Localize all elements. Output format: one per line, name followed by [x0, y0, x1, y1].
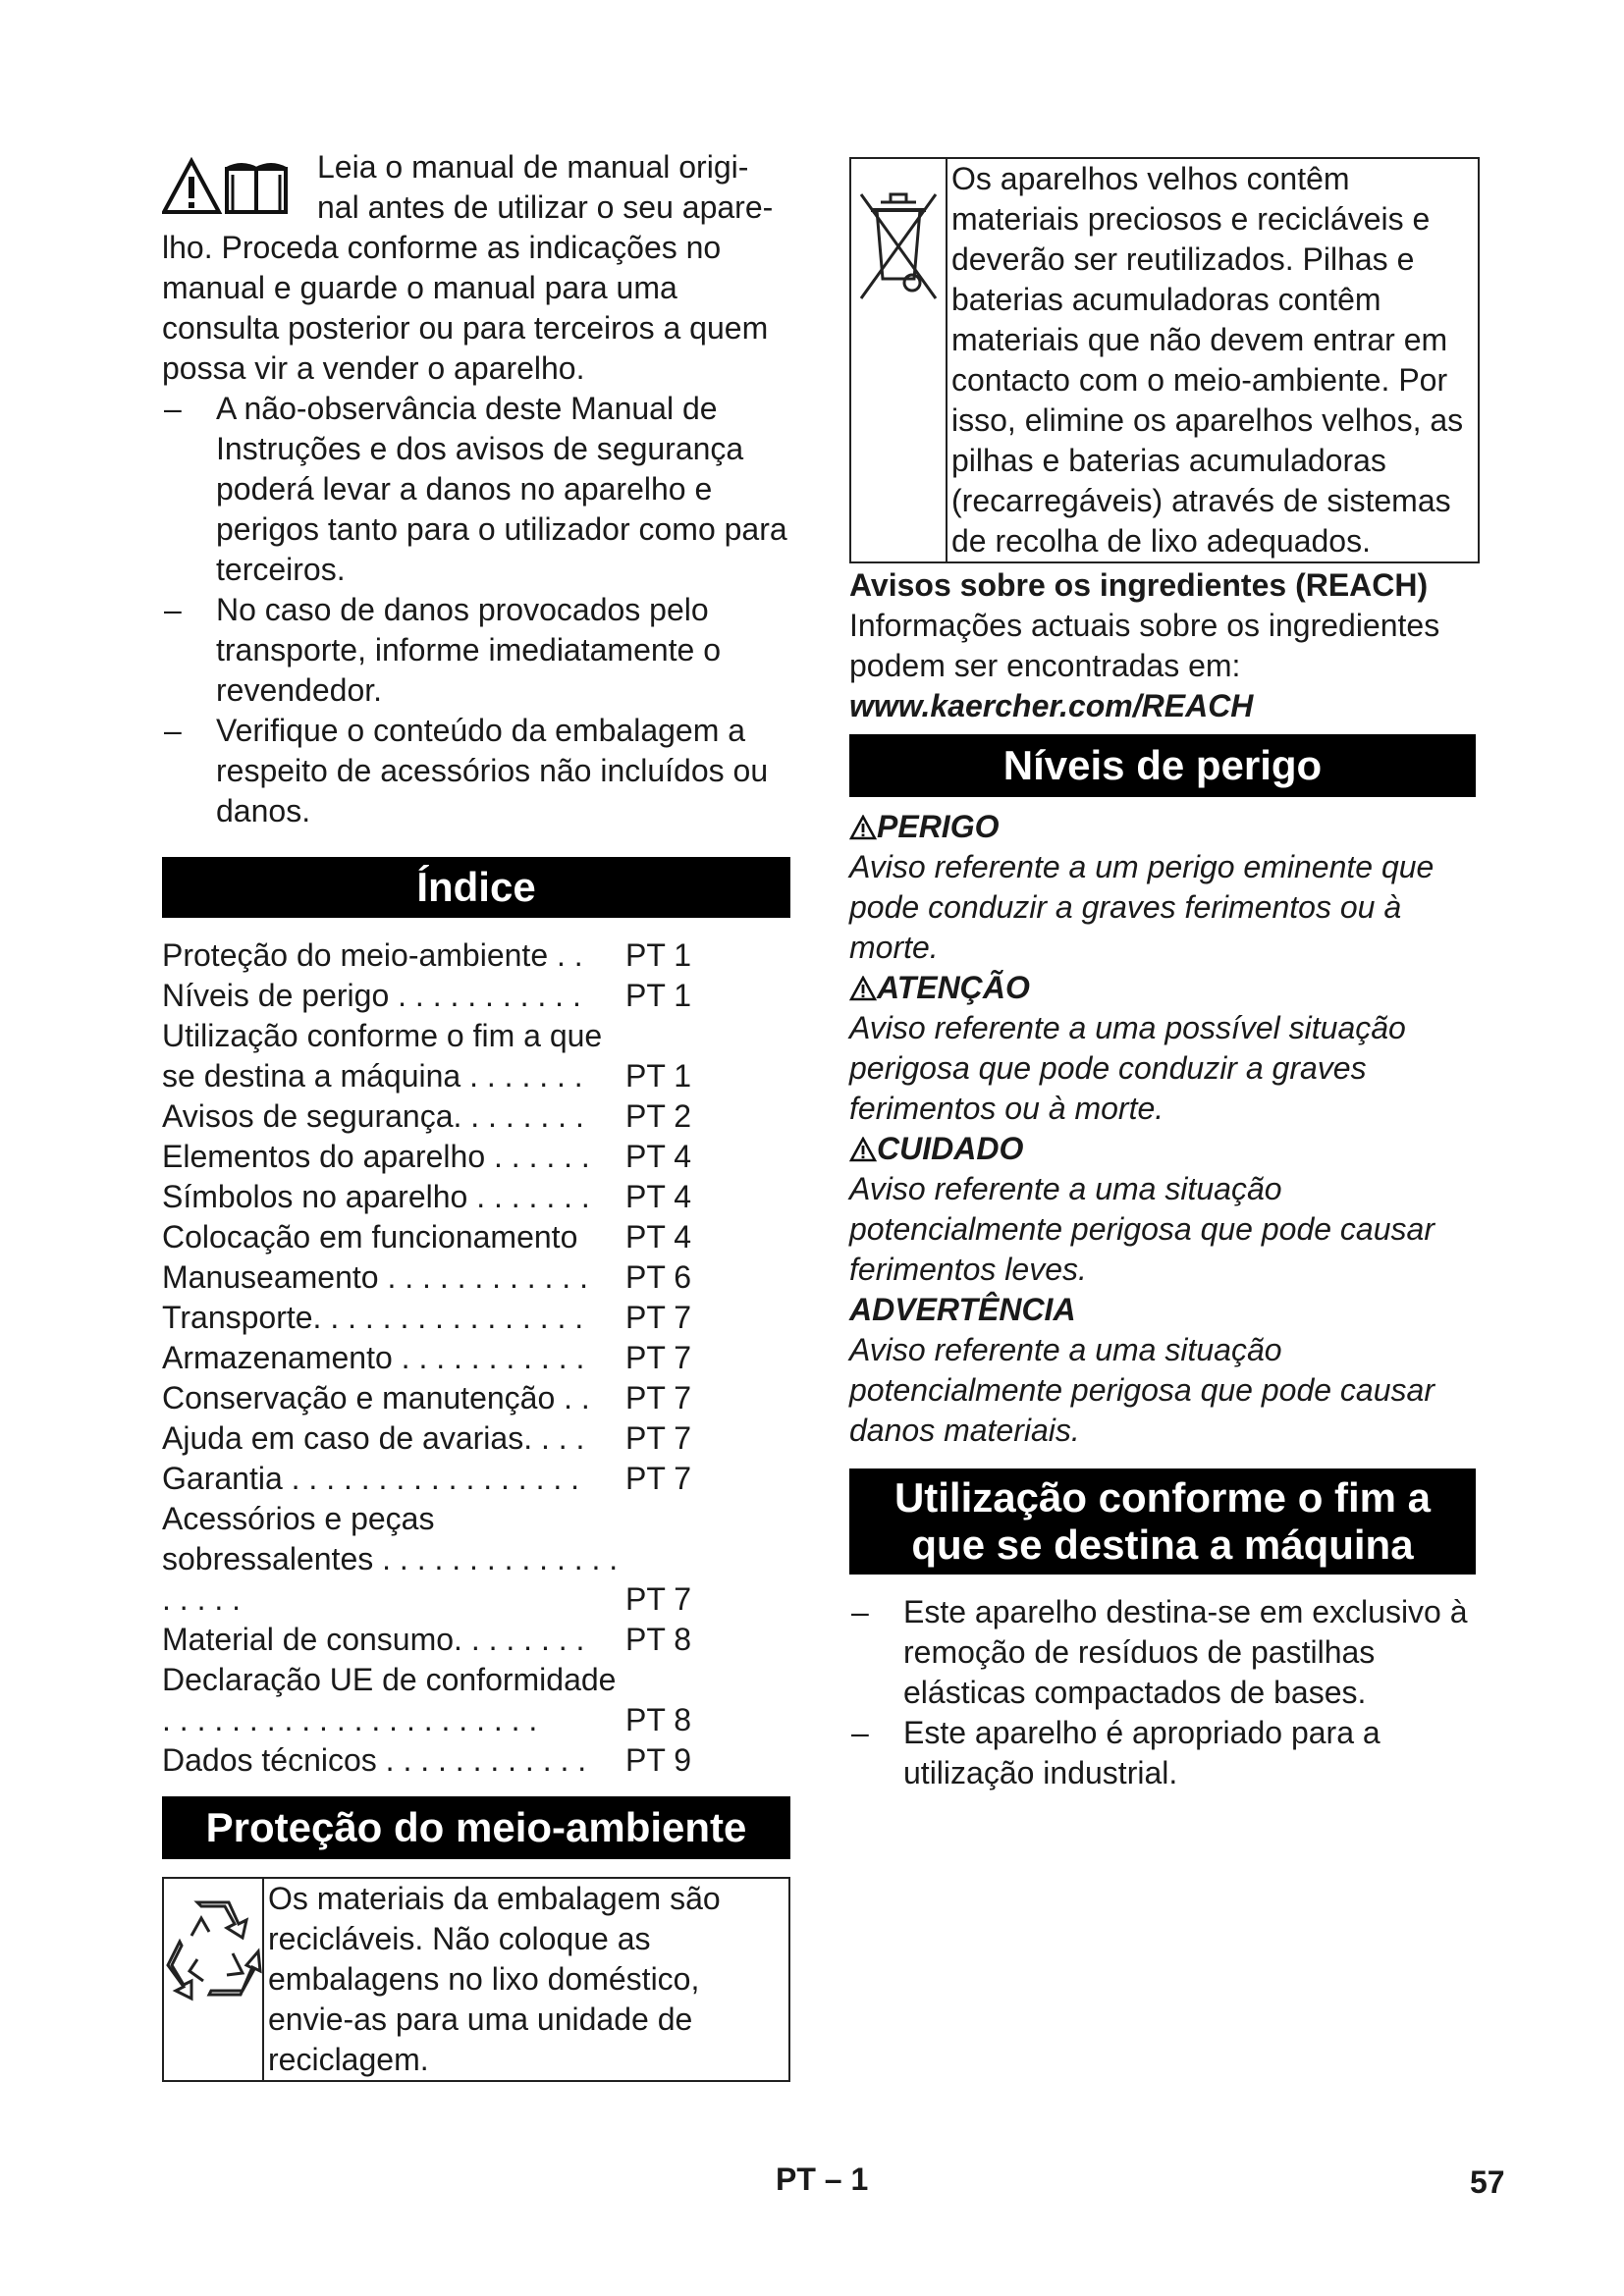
danger-levels-list — [849, 807, 1480, 1451]
toc-entry-page: PT 4 — [625, 1139, 691, 1174]
toc-entry-title: Elementos do aparelho . . . . . . — [162, 1139, 590, 1174]
toc-entry-page: PT 8 — [625, 1702, 691, 1737]
reach-url[interactable]: www.kaercher.com/REACH — [849, 688, 1254, 723]
old-devices-box — [849, 157, 1480, 563]
danger-level-label: ATENÇÃO — [877, 970, 1030, 1005]
intended-use-bullet: – Este aparelho é apropriado para a utilização industrial. — [851, 1715, 1380, 1790]
toc-entry[interactable] — [162, 1257, 702, 1298]
toc-entry[interactable] — [162, 1660, 702, 1740]
packaging-box — [162, 1877, 790, 2082]
toc-entry[interactable] — [162, 1096, 702, 1137]
intended-use-bullet: – Este aparelho destina-se em exclusivo à remoção de resíduos de pastilhas elásticas compactados de bases. — [851, 1594, 1468, 1710]
toc-entry[interactable] — [162, 1177, 702, 1217]
toc-entry-page: PT 9 — [625, 1742, 691, 1778]
toc-entry-page: PT 6 — [625, 1259, 691, 1295]
footer-dash-page: – 1 — [824, 2162, 869, 2197]
danger-level-label: CUIDADO — [877, 1131, 1024, 1166]
toc-entry-title: Armazenamento . . . . . . . . . . . — [162, 1340, 585, 1375]
toc-entry[interactable] — [162, 1338, 702, 1378]
toc-entry-title: Dados técnicos . . . . . . . . . . . . — [162, 1742, 587, 1778]
danger-level-description: Aviso referente a uma possível situação perigosa que pode conduzir a graves ferimentos ou à morte. — [849, 1010, 1406, 1126]
toc-entry-title: Proteção do meio-ambiente . . — [162, 937, 583, 973]
toc-entry-title: Declaração UE de conformidade . . . . . . . . . . . . . . . . . . . . . . — [162, 1662, 617, 1737]
intro-line1: Leia o manual de manual origi- — [317, 149, 749, 185]
toc-entry-page: PT 1 — [625, 937, 691, 973]
toc-entry-title: Níveis de perigo . . . . . . . . . . . — [162, 978, 581, 1013]
toc-entry[interactable] — [162, 1137, 702, 1177]
toc-entry-page: PT 7 — [625, 1420, 691, 1456]
right-column — [849, 157, 1480, 1793]
danger-level-description: Aviso referente a uma situação potencialmente perigosa que pode causar ferimentos leves. — [849, 1171, 1435, 1287]
toc-entry-title: Avisos de segurança. . . . . . . . — [162, 1098, 584, 1134]
toc-entry-title: Ajuda em caso de avarias. . . . — [162, 1420, 585, 1456]
warning-triangle-icon — [849, 1137, 877, 1162]
recycle-cell — [164, 1879, 264, 2080]
reach-heading: Avisos sobre os ingredientes (REACH) — [849, 567, 1429, 603]
toc-entry[interactable] — [162, 1740, 702, 1781]
weee-cell — [851, 159, 947, 561]
intended-use-list — [849, 1592, 1480, 1793]
toc-entry-page: PT 8 — [625, 1622, 691, 1657]
danger-level-title — [849, 1129, 1480, 1169]
toc-entry[interactable] — [162, 1620, 702, 1660]
toc-entry-title: Conservação e manutenção . . — [162, 1380, 590, 1415]
footer-section-label — [776, 2162, 868, 2198]
intro-icons — [162, 157, 309, 218]
toc-entry-page: PT 1 — [625, 1058, 691, 1094]
intro-section — [162, 147, 792, 831]
footer-section: PT — [776, 2162, 816, 2197]
table-of-contents — [162, 935, 792, 1781]
footer-page-number: 57 — [1470, 2164, 1505, 2200]
crossed-bin-icon — [851, 188, 946, 316]
danger-level-label: PERIGO — [877, 809, 1000, 844]
danger-level-label: ADVERTÊNCIA — [849, 1292, 1076, 1327]
environment-heading: Proteção do meio-ambiente — [162, 1796, 790, 1859]
index-heading: Índice — [162, 857, 790, 918]
toc-entry-title: Colocação em funcionamento — [162, 1219, 578, 1255]
toc-entry-page: PT 7 — [625, 1340, 691, 1375]
toc-entry-page: PT 1 — [625, 978, 691, 1013]
toc-entry[interactable] — [162, 1499, 702, 1620]
intro-bullet-text: No caso de danos provocados pelo transporte, informe imediatamente o revendedor. — [216, 592, 722, 708]
toc-entry-title: Material de consumo. . . . . . . . — [162, 1622, 585, 1657]
toc-entry-page: PT 4 — [625, 1219, 691, 1255]
toc-entry[interactable] — [162, 1378, 702, 1418]
danger-level-title — [849, 807, 1480, 847]
danger-level-title — [849, 968, 1480, 1008]
intended-use-title-line2: que se destina a máquina — [911, 1522, 1414, 1568]
toc-entry-title: Manuseamento . . . . . . . . . . . . — [162, 1259, 588, 1295]
toc-entry-title: Símbolos no aparelho . . . . . . . — [162, 1179, 590, 1214]
toc-entry[interactable] — [162, 1016, 702, 1096]
toc-entry-title: Acessórios e peças sobressalentes . . . . . . . . . . . . . . . . . . . — [162, 1501, 619, 1617]
toc-entry[interactable] — [162, 1459, 702, 1499]
toc-entry[interactable] — [162, 935, 702, 976]
reach-text: Informações actuais sobre os ingredientes podem ser encontradas em: — [849, 608, 1440, 683]
intro-line2: nal antes de utilizar o seu apare- — [317, 189, 774, 225]
toc-entry[interactable] — [162, 1418, 702, 1459]
toc-entry-page: PT 7 — [625, 1581, 691, 1617]
toc-entry-title: Transporte. . . . . . . . . . . . . . . . — [162, 1300, 584, 1335]
toc-entry[interactable] — [162, 976, 702, 1016]
toc-entry-title: Garantia . . . . . . . . . . . . . . . . . — [162, 1461, 580, 1496]
intro-rest: lho. Proceda conforme as indicações no manual e guarde o manual para uma consulta posterior ou para terceiros a quem possa vir a vender o aparelho. — [162, 230, 769, 386]
toc-entry-page: PT 2 — [625, 1098, 691, 1134]
danger-level-title — [849, 1290, 1480, 1330]
intro-bullet: – Verifique o conteúdo da embalagem a respeito de acessórios não incluídos ou danos. — [164, 713, 769, 828]
warning-manual-icon — [162, 157, 309, 218]
danger-levels-heading: Níveis de perigo — [849, 734, 1476, 797]
intended-use-bullet-text: Este aparelho é apropriado para a utilização industrial. — [903, 1715, 1380, 1790]
left-column — [162, 147, 792, 2082]
intended-use-heading — [849, 1468, 1476, 1575]
intended-use-title-line1: Utilização conforme o fim a — [893, 1474, 1432, 1521]
intended-use-bullet-text: Este aparelho destina-se em exclusivo à remoção de resíduos de pastilhas elásticas compactados de bases. — [903, 1594, 1468, 1710]
warning-triangle-icon — [849, 815, 877, 840]
intro-bullet-text: A não-observância deste Manual de Instruções e dos avisos de segurança poderá levar a danos no aparelho e perigos tanto para o utilizador como para terceiros. — [216, 391, 787, 587]
intro-bullet: – A não-observância deste Manual de Instruções e dos avisos de segurança poderá levar a danos no aparelho e perigos tanto para o utilizador como para terceiros. — [164, 391, 787, 587]
old-devices-text: Os aparelhos velhos contêm materiais preciosos e recicláveis e deverão ser reutilizados. Pilhas e baterias acumuladoras contêm materiais que não devem entrar em contacto com o meio-ambiente. Por isso, elimine os aparelhos velhos, as pilhas e baterias acumuladoras (recarregáveis) através de sistemas de recolha de lixo adequados. — [951, 161, 1464, 559]
toc-entry-page: PT 7 — [625, 1300, 691, 1335]
packaging-text: Os materiais da embalagem são recicláveis. Não coloque as embalagens no lixo doméstico, envie-as para uma unidade de reciclagem. — [268, 1881, 721, 2077]
danger-level-description: Aviso referente a um perigo eminente que pode conduzir a graves ferimentos ou à morte. — [849, 849, 1435, 965]
warning-triangle-icon — [849, 976, 877, 1001]
toc-entry-page: PT 4 — [625, 1179, 691, 1214]
intro-bullet: – No caso de danos provocados pelo transporte, informe imediatamente o revendedor. — [164, 592, 722, 708]
danger-level-description: Aviso referente a uma situação potencialmente perigosa que pode causar danos materiais. — [849, 1332, 1435, 1448]
toc-entry-page: PT 7 — [625, 1461, 691, 1496]
intro-bullet-text: Verifique o conteúdo da embalagem a respeito de acessórios não incluídos ou danos. — [216, 713, 769, 828]
toc-entry-page: PT 7 — [625, 1380, 691, 1415]
toc-entry-title: Utilização conforme o fim a que se destina a máquina . . . . . . . — [162, 1018, 603, 1094]
toc-entry[interactable] — [162, 1217, 702, 1257]
recycle-icon — [164, 1896, 262, 2004]
toc-entry[interactable] — [162, 1298, 702, 1338]
